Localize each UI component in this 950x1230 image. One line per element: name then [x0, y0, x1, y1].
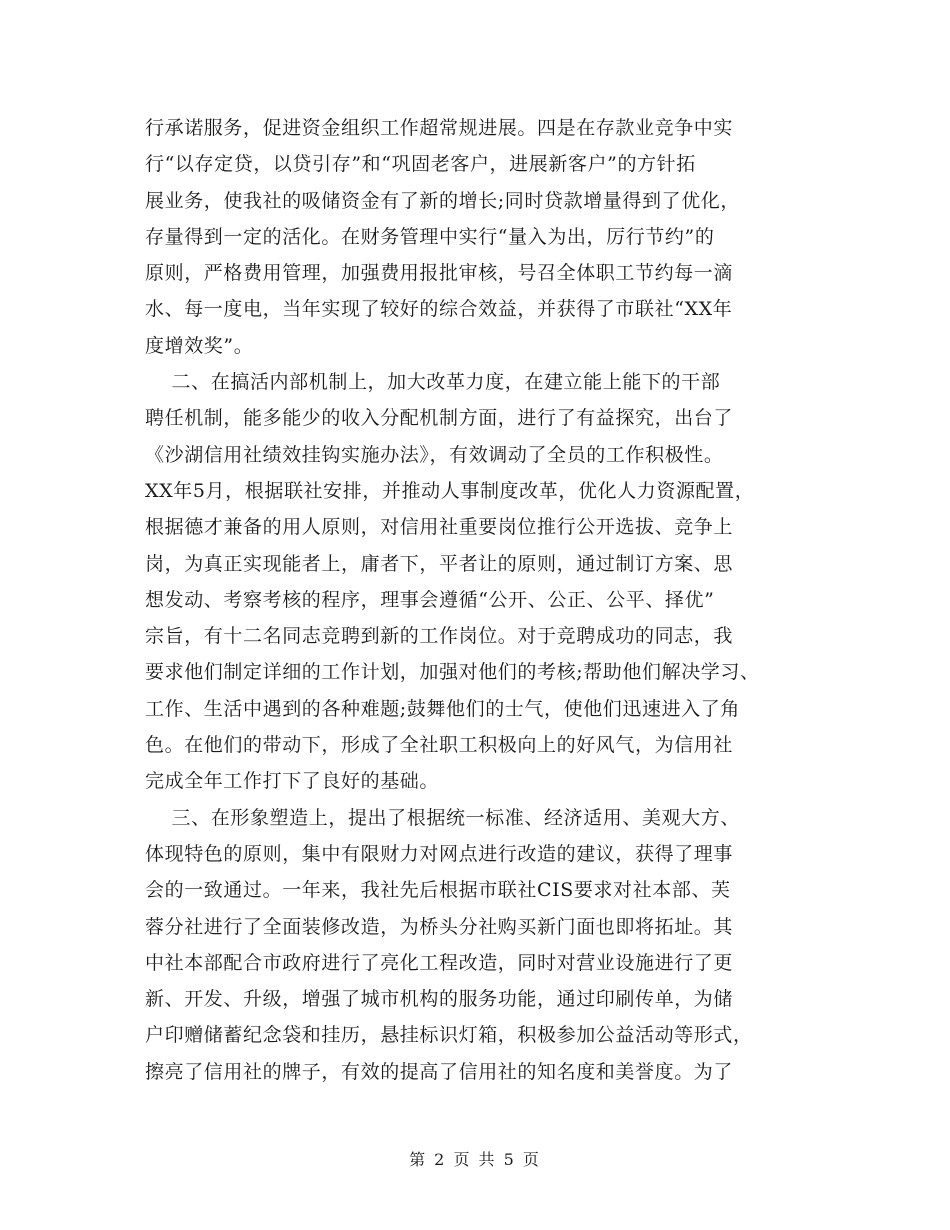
text-line: 新、开发、升级，增强了城市机构的服务功能，通过印刷传单，为储	[145, 988, 734, 1011]
text-line: 宗旨，有十二名同志竞聘到新的工作岗位。对于竞聘成功的同志，我	[145, 625, 734, 648]
text-line: XX年5月，根据联社安排，并推动人事制度改革，优化人力资源配置，	[145, 479, 755, 502]
text-line: 根据德才兼备的用人原则，对信用社重要岗位推行公开选拔、竞争上	[145, 516, 734, 539]
text-line: 原则，严格费用管理，加强费用报批审核，号召全体职工节约每一滴	[145, 262, 734, 285]
text-line: 三、在形象塑造上，提出了根据统一标准、经济适用、美观大方、	[145, 806, 740, 829]
text-line: 要求他们制定详细的工作计划，加强对他们的考核;帮助他们解决学习、	[145, 661, 760, 684]
body-text	[145, 110, 825, 1090]
text-line: 中社本部配合市政府进行了亮化工程改造，同时对营业设施进行了更	[145, 951, 734, 974]
text-line: 想发动、考察考核的程序，理事会遵循“公开、公正、公平、择优”	[145, 588, 715, 611]
text-line: 户印赠储蓄纪念袋和挂历，悬挂标识灯箱，积极参加公益活动等形式，	[145, 1024, 753, 1047]
text-line: 色。在他们的带动下，形成了全社职工积极向上的好风气，为信用社	[145, 734, 734, 757]
text-line: 岗，为真正实现能者上，庸者下，平者让的原则，通过制订方案、思	[145, 552, 734, 575]
text-line: 展业务，使我社的吸储资金有了新的增长;同时贷款增量得到了优化，	[145, 189, 741, 212]
text-line: 水、每一度电，当年实现了较好的综合效益，并获得了市联社“XX年	[145, 298, 733, 321]
text-line: 聘任机制，能多能少的收入分配机制方面，进行了有益探究，出台了	[145, 407, 734, 430]
text-line: 行“以存定贷，以贷引存”和“巩固老客户，进展新客户”的方针拓	[145, 153, 696, 176]
text-line: 会的一致通过。一年来，我社先后根据市联社CIS要求对社本部、芙	[145, 879, 731, 902]
text-line: 度增效奖”。	[145, 334, 254, 357]
text-line: 行承诺服务，促进资金组织工作超常规进展。四是在存款业竞争中实	[145, 117, 734, 139]
page-footer: 第 2 页 共 5 页	[409, 1150, 541, 1169]
text-line: 完成全年工作打下了良好的基础。	[145, 770, 440, 793]
text-line: 存量得到一定的活化。在财务管理中实行“量入为出，厉行节约”的	[145, 225, 715, 248]
text-line: 工作、生活中遇到的各种难题;鼓舞他们的士气，使他们迅速进入了角	[145, 697, 741, 720]
text-line: 擦亮了信用社的牌子，有效的提高了信用社的知名度和美誉度。为了	[145, 1060, 734, 1083]
text-line: 体现特色的原则，集中有限财力对网点进行改造的建议，获得了理事	[145, 842, 734, 865]
text-line: 二、在搞活内部机制上，加大改革力度，在建立能上能下的干部	[145, 371, 721, 394]
text-line: 蓉分社进行了全面装修改造，为桥头分社购买新门面也即将拓址。其	[145, 915, 734, 938]
text-line: 《沙湖信用社绩效挂钩实施办法》，有效调动了全员的工作积极性。	[145, 443, 724, 466]
